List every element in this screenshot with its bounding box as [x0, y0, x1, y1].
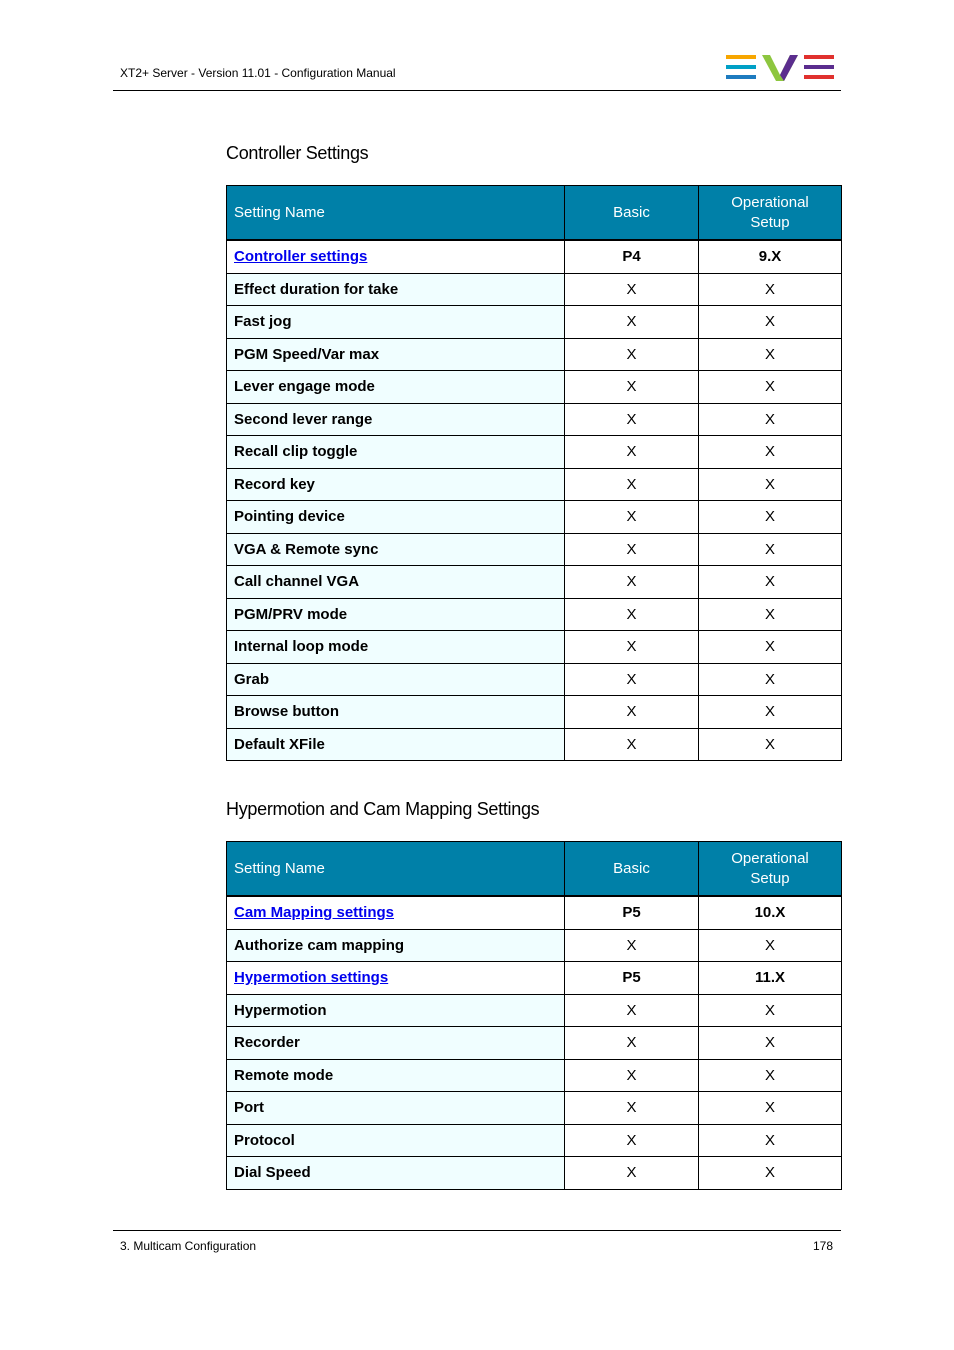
- operational-setup-cell: X: [699, 929, 842, 962]
- table-row: [227, 371, 842, 404]
- logo-bar: [726, 75, 756, 79]
- basic-cell: X: [565, 728, 699, 761]
- page-number: 178: [813, 1239, 834, 1253]
- operational-setup-cell: X: [699, 338, 842, 371]
- evs-logo: [726, 53, 834, 81]
- operational-setup-cell: X: [699, 696, 842, 729]
- basic-cell: X: [565, 468, 699, 501]
- operational-setup-cell: X: [699, 436, 842, 469]
- operational-setup-cell: X: [699, 403, 842, 436]
- operational-setup-cell: 10.X: [699, 896, 842, 929]
- column-header-basic: Basic: [565, 842, 699, 897]
- setting-name-cell: Grab: [227, 663, 565, 696]
- setting-name-cell: Dial Speed: [227, 1157, 565, 1190]
- table-header-row: [227, 842, 842, 897]
- setting-name-cell: Browse button: [227, 696, 565, 729]
- setting-name-cell: Remote mode: [227, 1059, 565, 1092]
- basic-cell: X: [565, 371, 699, 404]
- basic-cell: X: [565, 1157, 699, 1190]
- basic-cell: X: [565, 631, 699, 664]
- basic-cell: X: [565, 1027, 699, 1060]
- basic-cell: X: [565, 598, 699, 631]
- table-row: [227, 962, 842, 995]
- operational-setup-cell: X: [699, 1092, 842, 1125]
- operational-setup-cell: X: [699, 1157, 842, 1190]
- setting-name-cell: Lever engage mode: [227, 371, 565, 404]
- settings-link[interactable]: Controller settings: [234, 248, 368, 266]
- table-row: [227, 403, 842, 436]
- setting-name-cell: Port: [227, 1092, 565, 1125]
- table-row: [227, 696, 842, 729]
- basic-cell: X: [565, 338, 699, 371]
- table-row: [227, 566, 842, 599]
- setting-name-cell: PGM Speed/Var max: [227, 338, 565, 371]
- basic-cell: X: [565, 306, 699, 339]
- basic-cell: X: [565, 501, 699, 534]
- setting-name-cell: Call channel VGA: [227, 566, 565, 599]
- operational-setup-cell: X: [699, 306, 842, 339]
- operational-setup-cell: X: [699, 1124, 842, 1157]
- settings-table: [226, 185, 842, 761]
- basic-cell: X: [565, 1059, 699, 1092]
- basic-cell: X: [565, 663, 699, 696]
- operational-setup-cell: X: [699, 566, 842, 599]
- setting-name-cell: Recorder: [227, 1027, 565, 1060]
- basic-cell: X: [565, 403, 699, 436]
- table-row: [227, 1027, 842, 1060]
- column-header-setting-name: Setting Name: [227, 842, 565, 897]
- basic-cell: X: [565, 1092, 699, 1125]
- setting-name-cell: Effect duration for take: [227, 273, 565, 306]
- table-row: [227, 533, 842, 566]
- setting-name-cell: [227, 896, 565, 929]
- column-header-setting-name: Setting Name: [227, 186, 565, 241]
- operational-setup-cell: X: [699, 1059, 842, 1092]
- table-row: [227, 631, 842, 664]
- operational-setup-cell: X: [699, 994, 842, 1027]
- setting-name-cell: Record key: [227, 468, 565, 501]
- basic-cell: X: [565, 929, 699, 962]
- setting-name-cell: Protocol: [227, 1124, 565, 1157]
- table-row: [227, 1157, 842, 1190]
- setting-name-cell: Fast jog: [227, 306, 565, 339]
- logo-bar: [804, 55, 834, 59]
- setting-name-cell: [227, 240, 565, 273]
- setting-name-cell: Recall clip toggle: [227, 436, 565, 469]
- operational-setup-cell: 9.X: [699, 240, 842, 273]
- section-title: Controller Settings: [226, 143, 369, 163]
- setting-name-cell: Second lever range: [227, 403, 565, 436]
- table-row: [227, 1092, 842, 1125]
- logo-bar: [726, 55, 756, 59]
- logo-bar: [804, 75, 834, 79]
- table-row: [227, 436, 842, 469]
- operational-setup-cell: X: [699, 533, 842, 566]
- column-header-basic: Basic: [565, 186, 699, 241]
- table-row: [227, 929, 842, 962]
- basic-cell: X: [565, 566, 699, 599]
- settings-table: [226, 841, 842, 1190]
- basic-cell: X: [565, 533, 699, 566]
- setting-name-cell: Pointing device: [227, 501, 565, 534]
- table-row: [227, 306, 842, 339]
- operational-setup-cell: X: [699, 468, 842, 501]
- logo-bar: [804, 65, 834, 69]
- footer-chapter: 3. Multicam Configuration: [120, 1239, 257, 1253]
- logo-bar: [726, 65, 756, 69]
- basic-cell: X: [565, 696, 699, 729]
- setting-name-cell: Internal loop mode: [227, 631, 565, 664]
- operational-setup-cell: X: [699, 1027, 842, 1060]
- operational-setup-cell: X: [699, 631, 842, 664]
- basic-cell: P5: [565, 962, 699, 995]
- section-title: Hypermotion and Cam Mapping Settings: [226, 799, 540, 819]
- basic-cell: X: [565, 273, 699, 306]
- header-divider: [113, 90, 841, 91]
- setting-name-cell: VGA & Remote sync: [227, 533, 565, 566]
- basic-cell: X: [565, 994, 699, 1027]
- table-row: [227, 468, 842, 501]
- basic-cell: P4: [565, 240, 699, 273]
- basic-cell: X: [565, 436, 699, 469]
- logo-v-shape: [762, 53, 798, 81]
- table-row: [227, 598, 842, 631]
- basic-cell: P5: [565, 896, 699, 929]
- basic-cell: X: [565, 1124, 699, 1157]
- footer-divider: [113, 1230, 841, 1231]
- settings-link[interactable]: Hypermotion settings: [234, 969, 389, 987]
- table-row: [227, 273, 842, 306]
- operational-setup-cell: X: [699, 501, 842, 534]
- table-row: [227, 1059, 842, 1092]
- column-header-operational-setup: Operational Setup: [699, 186, 842, 241]
- table-row: [227, 501, 842, 534]
- settings-link[interactable]: Cam Mapping settings: [234, 904, 395, 922]
- operational-setup-cell: X: [699, 371, 842, 404]
- setting-name-cell: Hypermotion: [227, 994, 565, 1027]
- table-row: [227, 663, 842, 696]
- table-row: [227, 896, 842, 929]
- operational-setup-cell: X: [699, 598, 842, 631]
- table-row: [227, 338, 842, 371]
- table-header-row: [227, 186, 842, 241]
- column-header-operational-setup: Operational Setup: [699, 842, 842, 897]
- setting-name-cell: PGM/PRV mode: [227, 598, 565, 631]
- operational-setup-cell: X: [699, 663, 842, 696]
- document-title: XT2+ Server - Version 11.01 - Configuration Manual: [120, 66, 396, 80]
- table-row: [227, 240, 842, 273]
- table-row: [227, 728, 842, 761]
- operational-setup-cell: 11.X: [699, 962, 842, 995]
- operational-setup-cell: X: [699, 273, 842, 306]
- setting-name-cell: [227, 962, 565, 995]
- setting-name-cell: Default XFile: [227, 728, 565, 761]
- table-row: [227, 994, 842, 1027]
- operational-setup-cell: X: [699, 728, 842, 761]
- table-row: [227, 1124, 842, 1157]
- setting-name-cell: Authorize cam mapping: [227, 929, 565, 962]
